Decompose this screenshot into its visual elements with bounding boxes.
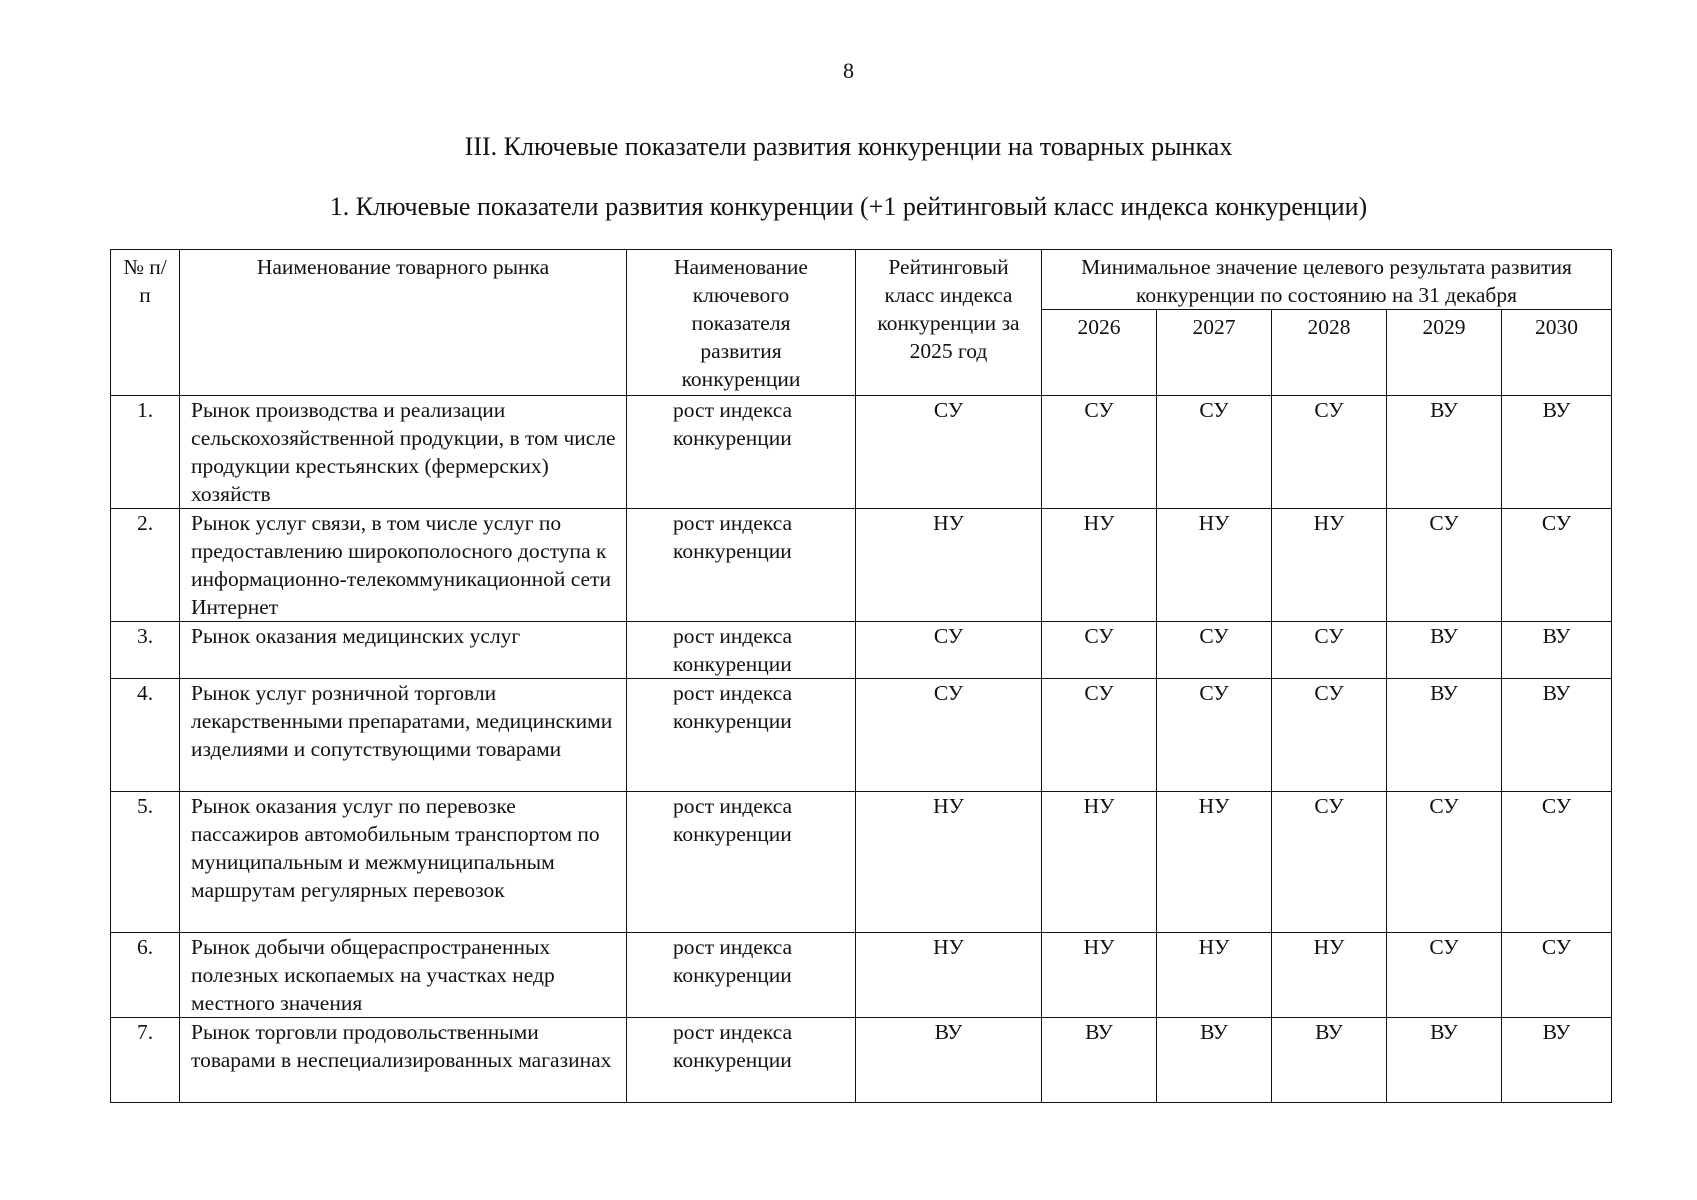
- row-value: НУ: [1042, 792, 1157, 933]
- row-value: ВУ: [1387, 679, 1502, 792]
- row-indicator: рост индекса конкуренции: [627, 509, 856, 622]
- header-year: 2028: [1272, 310, 1387, 396]
- row-indicator: рост индекса конкуренции: [627, 679, 856, 792]
- header-year: 2026: [1042, 310, 1157, 396]
- table-row: [111, 509, 1612, 622]
- row-value: СУ: [1387, 933, 1502, 1018]
- row-num: 4.: [111, 679, 180, 792]
- header-year: 2029: [1387, 310, 1502, 396]
- row-value: СУ: [1502, 509, 1612, 622]
- row-indicator: рост индекса конкуренции: [627, 396, 856, 509]
- row-value: ВУ: [1502, 622, 1612, 679]
- row-value: СУ: [1157, 396, 1272, 509]
- header-year: 2027: [1157, 310, 1272, 396]
- row-value: СУ: [1502, 792, 1612, 933]
- row-value: СУ: [1157, 622, 1272, 679]
- row-value: ВУ: [1042, 1018, 1157, 1103]
- row-value: СУ: [1387, 792, 1502, 933]
- row-value: НУ: [1272, 933, 1387, 1018]
- row-value: СУ: [1042, 396, 1157, 509]
- row-num: 1.: [111, 396, 180, 509]
- row-market: Рынок торговли продовольственными товарами в неспециализированных магазинах: [180, 1018, 627, 1103]
- table-row: [111, 622, 1612, 679]
- row-market: Рынок услуг розничной торговли лекарственными препаратами, медицинскими изделиями и сопутствующими товарами: [180, 679, 627, 792]
- row-rating: ВУ: [856, 1018, 1042, 1103]
- table-row: [111, 933, 1612, 1018]
- row-rating: СУ: [856, 679, 1042, 792]
- row-value: ВУ: [1387, 1018, 1502, 1103]
- row-value: ВУ: [1387, 396, 1502, 509]
- section-title: III. Ключевые показатели развития конкуренции на товарных рынках: [464, 132, 1233, 161]
- row-value: СУ: [1272, 622, 1387, 679]
- row-rating: НУ: [856, 792, 1042, 933]
- row-num: 3.: [111, 622, 180, 679]
- table-subtitle: 1. Ключевые показатели развития конкуренции (+1 рейтинговый класс индекса конкуренции): [329, 192, 1368, 221]
- row-num: 6.: [111, 933, 180, 1018]
- row-market: Рынок оказания услуг по перевозке пассажиров автомобильным транспортом по муниципальным и межмуниципальным маршрутам регулярных перевозок: [180, 792, 627, 933]
- header-indicator: Наименование ключевого показателя развития конкуренции: [627, 250, 856, 396]
- row-value: НУ: [1272, 509, 1387, 622]
- table-row: [111, 679, 1612, 792]
- indicators-table: [110, 249, 1612, 1103]
- row-rating: НУ: [856, 933, 1042, 1018]
- header-rating: Рейтинговый класс индекса конкуренции за 2025 год: [856, 250, 1042, 396]
- row-value: СУ: [1502, 933, 1612, 1018]
- row-market: Рынок услуг связи, в том числе услуг по предоставлению широкополосного доступа к информационно-телекоммуникационной сети Интернет: [180, 509, 627, 622]
- row-value: СУ: [1042, 679, 1157, 792]
- row-value: СУ: [1272, 792, 1387, 933]
- row-value: СУ: [1157, 679, 1272, 792]
- header-year: 2030: [1502, 310, 1612, 396]
- row-value: ВУ: [1272, 1018, 1387, 1103]
- row-value: СУ: [1042, 622, 1157, 679]
- row-market: Рынок производства и реализации сельскохозяйственной продукции, в том числе продукции крестьянских (фермерских) хозяйств: [180, 396, 627, 509]
- page-number: 8: [843, 58, 854, 83]
- row-market: Рынок добычи общераспространенных полезных ископаемых на участках недр местного значения: [180, 933, 627, 1018]
- table-row: [111, 792, 1612, 933]
- row-num: 7.: [111, 1018, 180, 1103]
- row-value: ВУ: [1387, 622, 1502, 679]
- row-num: 2.: [111, 509, 180, 622]
- row-value: ВУ: [1502, 679, 1612, 792]
- row-value: ВУ: [1157, 1018, 1272, 1103]
- row-value: СУ: [1387, 509, 1502, 622]
- row-value: ВУ: [1502, 1018, 1612, 1103]
- row-market: Рынок оказания медицинских услуг: [180, 622, 627, 679]
- row-num: 5.: [111, 792, 180, 933]
- row-indicator: рост индекса конкуренции: [627, 933, 856, 1018]
- row-value: СУ: [1272, 679, 1387, 792]
- row-value: СУ: [1272, 396, 1387, 509]
- row-rating: СУ: [856, 622, 1042, 679]
- row-value: ВУ: [1502, 396, 1612, 509]
- row-rating: СУ: [856, 396, 1042, 509]
- table-row: [111, 1018, 1612, 1103]
- table-row: [111, 396, 1612, 509]
- header-target: Минимальное значение целевого результата развития конкуренции по состоянию на 31 декабря: [1042, 250, 1612, 310]
- row-indicator: рост индекса конкуренции: [627, 1018, 856, 1103]
- row-value: НУ: [1042, 509, 1157, 622]
- row-value: НУ: [1157, 509, 1272, 622]
- row-rating: НУ: [856, 509, 1042, 622]
- header-num: № п/п: [111, 250, 180, 396]
- row-indicator: рост индекса конкуренции: [627, 622, 856, 679]
- row-value: НУ: [1042, 933, 1157, 1018]
- row-value: НУ: [1157, 792, 1272, 933]
- row-indicator: рост индекса конкуренции: [627, 792, 856, 933]
- header-market: Наименование товарного рынка: [180, 250, 627, 396]
- row-value: НУ: [1157, 933, 1272, 1018]
